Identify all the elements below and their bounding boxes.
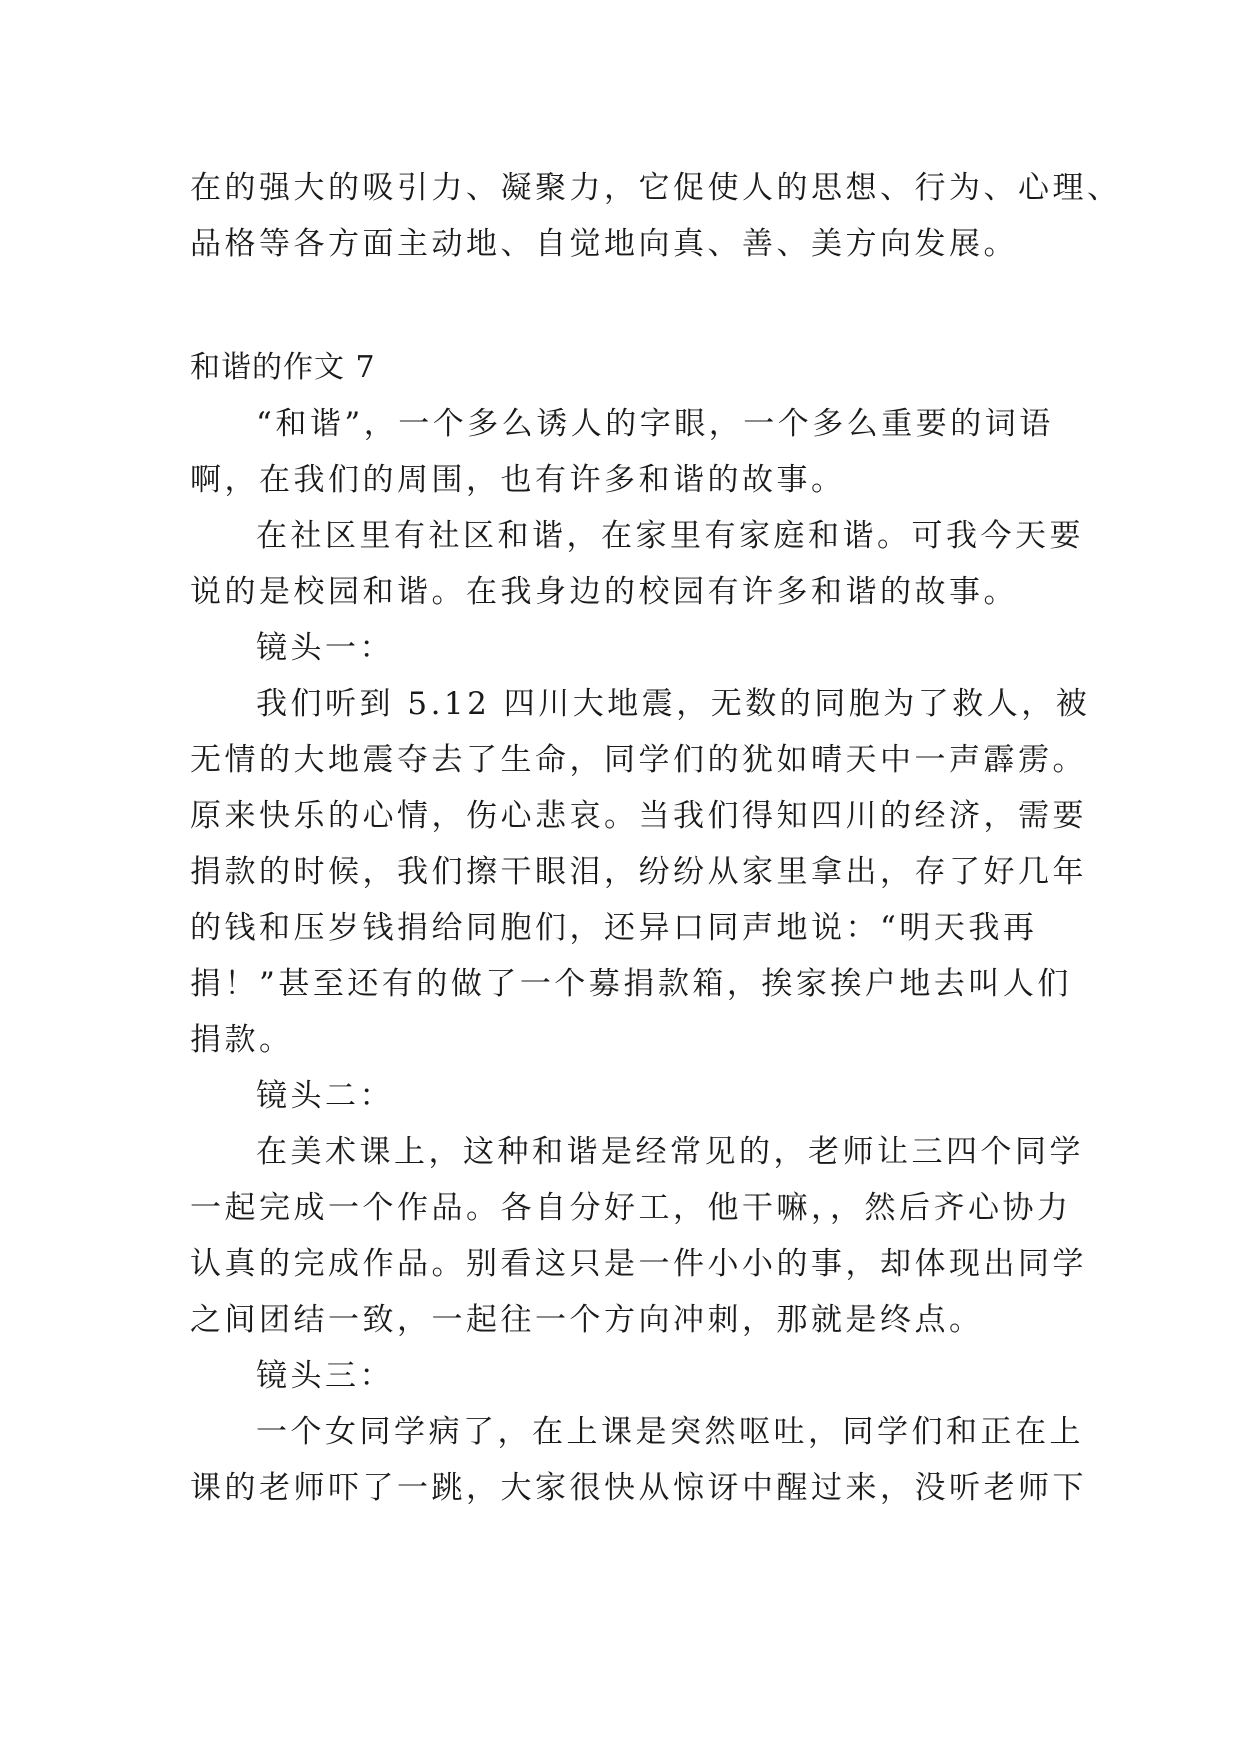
text-line: 品格等各方面主动地、自觉地向真、善、美方向发展。 [190,226,1018,262]
text-line: 一起完成一个作品。各自分好工，他干嘛，，然后齐心协力 [190,1190,1072,1226]
text-line: 在的强大的吸引力、凝聚力，它促使人的思想、行为、心理、 [190,170,1122,206]
text-line: 镜头二： [256,1078,394,1114]
text-line: 在美术课上，这种和谐是经常见的，老师让三四个同学 [256,1134,1084,1170]
scene-heading [190,620,1060,676]
text-line: 认真的完成作品。别看这只是一件小小的事，却体现出同学 [190,1246,1087,1282]
text-line: 捐款。 [190,1022,294,1058]
text-line: 啊，在我们的周围，也有许多和谐的故事。 [190,462,846,498]
scene-heading [190,1068,1060,1124]
section-gap [190,272,1060,340]
essay-paragraph [190,676,1091,1068]
text-line: “和谐”，一个多么诱人的字眼，一个多么重要的词语 [256,406,1054,442]
text-line: 原来快乐的心情，伤心悲哀。当我们得知四川的经济，需要 [190,798,1087,834]
scene-heading [190,1348,1060,1404]
text-line: 我们听到 5.12 四川大地震，无数的同胞为了救人，被 [256,686,1091,722]
text-line: 镜头一： [256,630,394,666]
document-page [190,160,1122,1516]
essay-paragraph [190,1404,1087,1516]
text-line: 镜头三： [256,1358,394,1394]
text-line: 一个女同学病了，在上课是突然呕吐，同学们和正在上 [256,1414,1084,1450]
text-line: 捐款的时候，我们擦干眼泪，纷纷从家里拿出，存了好几年 [190,854,1087,890]
essay-paragraph [190,508,1084,620]
text-line: 无情的大地震夺去了生命，同学们的犹如晴天中一声霹雳。 [190,742,1087,778]
text-line: 捐！”甚至还有的做了一个募捐款箱，挨家挨户地去叫人们 [190,966,1072,1002]
text-line: 课的老师吓了一跳，大家很快从惊讶中醒过来，没听老师下 [190,1470,1087,1506]
intro-paragraph [190,160,1122,272]
essay-title: 和谐的作文 7 [190,350,376,385]
text-line: 在社区里有社区和谐，在家里有家庭和谐。可我今天要 [256,518,1084,554]
essay-paragraph [190,396,1060,508]
text-line: 之间团结一致，一起往一个方向冲刺，那就是终点。 [190,1302,984,1338]
essay-paragraph [190,1124,1087,1348]
text-line: 说的是校园和谐。在我身边的校园有许多和谐的故事。 [190,574,1018,610]
text-line: 的钱和压岁钱捐给同胞们，还异口同声地说：“明天我再 [190,910,1038,946]
